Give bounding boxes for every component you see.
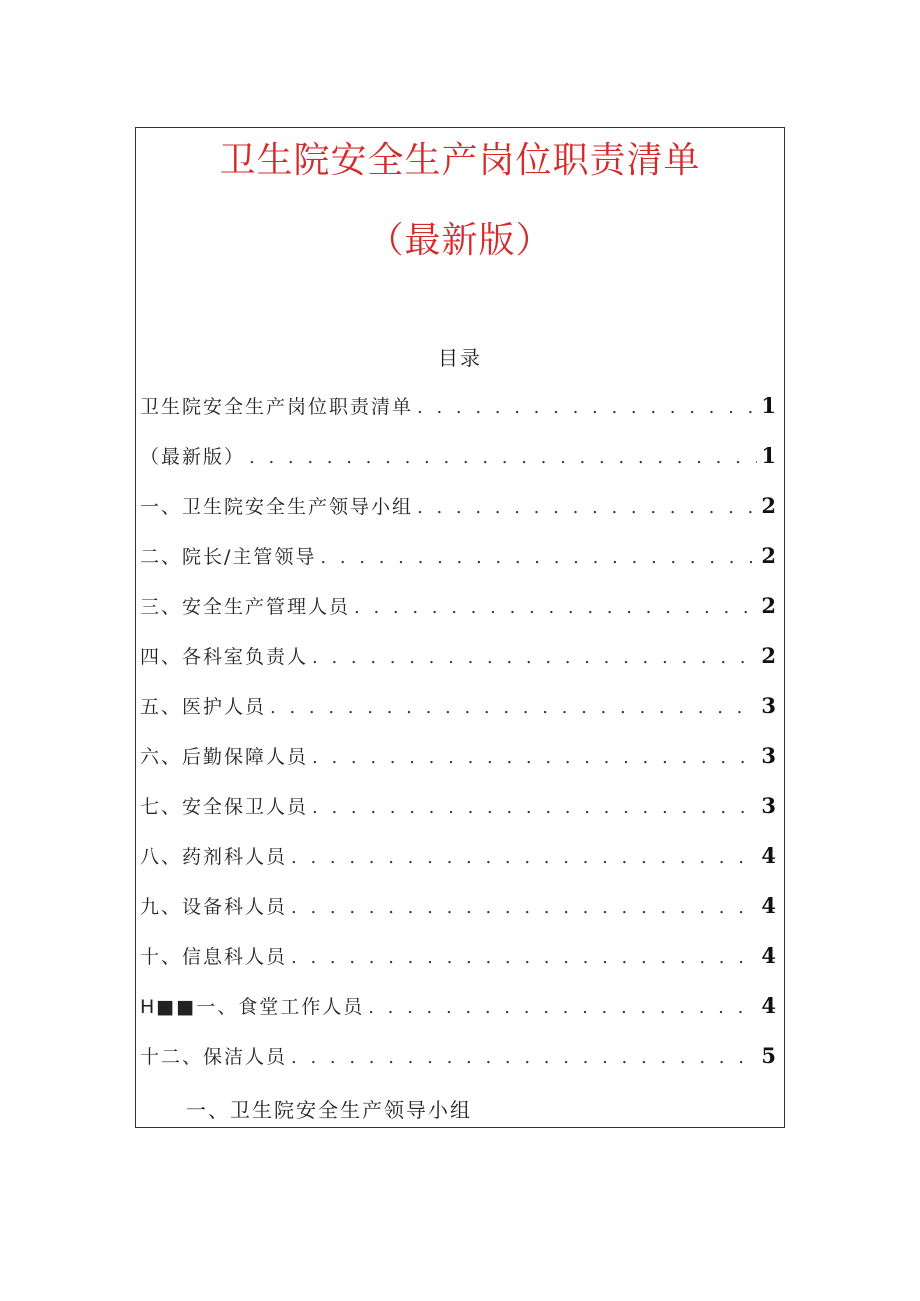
toc-entry[interactable] bbox=[140, 586, 776, 636]
toc-entry[interactable] bbox=[140, 886, 776, 936]
toc-dot-leader bbox=[320, 538, 757, 578]
toc-dot-leader bbox=[249, 438, 757, 478]
toc-entry-page-number: 1 bbox=[761, 393, 776, 418]
toc-entry-label: 九、设备科人员 bbox=[140, 896, 288, 918]
toc-entry[interactable] bbox=[140, 486, 776, 536]
toc-entry-page-number: 2 bbox=[761, 493, 776, 518]
toc-dot-leader bbox=[291, 1038, 757, 1078]
toc-entry-page-number: 4 bbox=[761, 893, 776, 918]
toc-entry-label: H■■一、食堂工作人员 bbox=[140, 996, 365, 1018]
toc-dot-leader bbox=[270, 688, 757, 728]
toc-dot-leader bbox=[417, 388, 757, 428]
document-title: 卫生院安全生产岗位职责清单 bbox=[219, 140, 701, 181]
toc-entry-page-number: 2 bbox=[761, 543, 776, 568]
toc-entry-page-number: 1 bbox=[761, 443, 776, 468]
toc-dot-leader bbox=[291, 838, 757, 878]
toc-entry-page-number: 5 bbox=[761, 1043, 776, 1068]
toc-entry[interactable] bbox=[140, 1036, 776, 1086]
toc-entry-page-number: 3 bbox=[761, 793, 776, 818]
toc-dot-leader bbox=[368, 988, 757, 1028]
toc-entry-page-number: 2 bbox=[761, 593, 776, 618]
toc-entry[interactable] bbox=[140, 786, 776, 836]
toc-dot-leader bbox=[417, 488, 757, 528]
toc-entry-label: 五、医护人员 bbox=[140, 696, 267, 718]
toc-entry[interactable] bbox=[140, 936, 776, 986]
toc-entry-label: 卫生院安全生产岗位职责清单 bbox=[140, 396, 414, 418]
document-frame bbox=[135, 127, 785, 1128]
toc-entry-page-number: 4 bbox=[761, 943, 776, 968]
toc-dot-leader bbox=[312, 738, 757, 778]
toc-entry-page-number: 3 bbox=[761, 693, 776, 718]
toc-heading: 目录 bbox=[438, 346, 482, 370]
document-subtitle: （最新版） bbox=[367, 220, 553, 261]
toc-entry-label: 三、安全生产管理人员 bbox=[140, 596, 351, 618]
section-heading: 一、卫生院安全生产领导小组 bbox=[186, 1098, 472, 1122]
toc-entry-page-number: 4 bbox=[761, 993, 776, 1018]
toc-entry-label: 十二、保洁人员 bbox=[140, 1046, 288, 1068]
toc-entry-page-number: 2 bbox=[761, 643, 776, 668]
toc-entry-label: 十、信息科人员 bbox=[140, 946, 288, 968]
toc-entry[interactable] bbox=[140, 836, 776, 886]
toc-dot-leader bbox=[312, 788, 757, 828]
toc-entry-label: 四、各科室负责人 bbox=[140, 646, 309, 668]
toc-entry-label: 六、后勤保障人员 bbox=[140, 746, 309, 768]
toc-entry-page-number: 4 bbox=[761, 843, 776, 868]
toc-dot-leader bbox=[354, 588, 757, 628]
toc-entry-label: 一、卫生院安全生产领导小组 bbox=[140, 496, 414, 518]
toc-dot-leader bbox=[312, 638, 757, 678]
toc-entry-page-number: 3 bbox=[761, 743, 776, 768]
toc-entry-label: 七、安全保卫人员 bbox=[140, 796, 309, 818]
toc-entry[interactable] bbox=[140, 636, 776, 686]
toc-entry[interactable] bbox=[140, 386, 776, 436]
toc-dot-leader bbox=[291, 888, 757, 928]
toc-entry-label: 二、院长/主管领导 bbox=[140, 546, 317, 568]
toc-entry[interactable] bbox=[140, 986, 776, 1036]
toc-dot-leader bbox=[291, 938, 757, 978]
table-of-contents bbox=[140, 386, 776, 1086]
toc-entry-label: 八、药剂科人员 bbox=[140, 846, 288, 868]
toc-entry[interactable] bbox=[140, 536, 776, 586]
toc-entry-label: （最新版） bbox=[140, 446, 246, 468]
toc-entry[interactable] bbox=[140, 436, 776, 486]
toc-entry[interactable] bbox=[140, 686, 776, 736]
toc-entry[interactable] bbox=[140, 736, 776, 786]
